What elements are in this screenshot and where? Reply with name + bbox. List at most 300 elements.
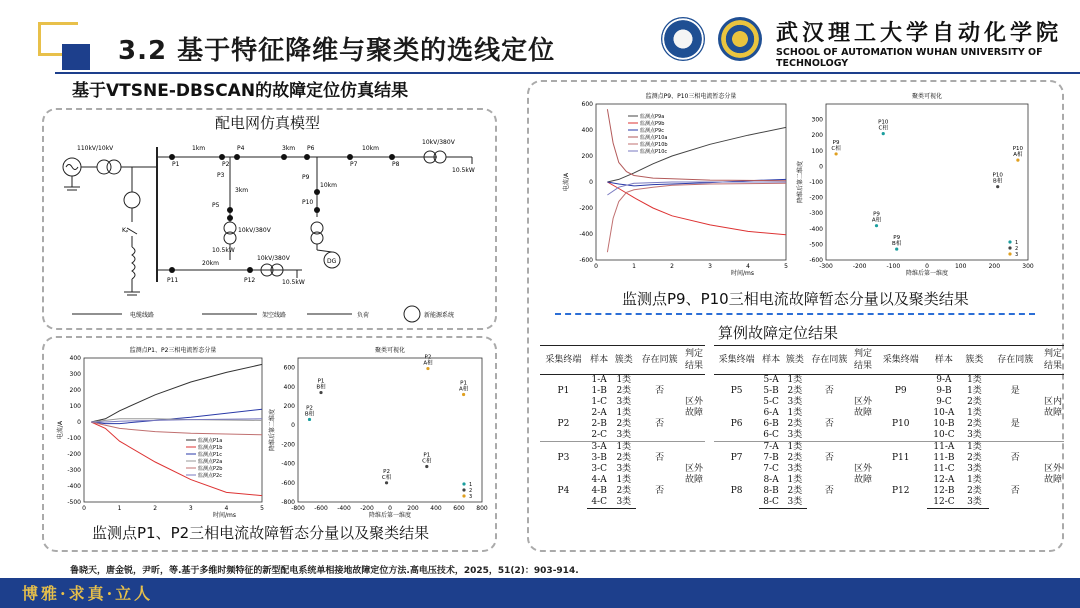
school-name-en: SCHOOL OF AUTOMATION WUHAN UNIVERSITY OF TECHNOLOGY xyxy=(776,47,1043,69)
label-p11: P11 xyxy=(167,277,179,284)
label-d2: 3km xyxy=(282,145,296,152)
sample-cell: 5-A xyxy=(763,375,779,385)
table-row xyxy=(540,408,705,419)
x-tick-label: 0 xyxy=(82,505,86,512)
label-d3: 10km xyxy=(362,145,379,152)
y-axis-label: 降维后第二维度 xyxy=(269,408,276,452)
point-label: C相 xyxy=(831,145,841,152)
x-tick-label: 600 xyxy=(453,505,465,512)
table-header-cell: 簇类 xyxy=(960,346,988,375)
y-tick-label: -400 xyxy=(579,231,593,238)
table-header-cell: 样本 xyxy=(759,346,783,375)
same-cluster-cell: 否 xyxy=(655,419,665,429)
table-row xyxy=(874,408,1064,419)
x-tick-label: 4 xyxy=(746,263,750,270)
cluster-cell: 2类 xyxy=(787,386,803,396)
table-header-cell: 判定结果 xyxy=(852,346,874,375)
x-axis-label: 时间/ms xyxy=(213,512,236,519)
same-cluster-cell: 否 xyxy=(824,419,834,429)
cluster-cell: 2类 xyxy=(616,386,632,396)
cluster-cell: 1类 xyxy=(787,375,803,385)
sample-cell: 6-B xyxy=(763,419,779,429)
y-tick-label: -500 xyxy=(67,499,81,506)
page-title: 3.2 基于特征降维与聚类的选线定位 xyxy=(118,36,556,66)
sample-cell: 6-A xyxy=(763,408,779,418)
sample-cell: 12-C xyxy=(927,497,960,509)
table-header-cell: 判定结果 xyxy=(1042,346,1064,375)
legend-swatch xyxy=(462,494,465,497)
sample-cell: 8-C xyxy=(759,497,783,509)
title-decoration-block xyxy=(62,44,90,70)
distribution-network-diagram xyxy=(52,132,492,328)
legend-entry: 2 xyxy=(469,488,473,494)
cluster-cell: 3类 xyxy=(787,464,803,474)
y-tick-label: -600 xyxy=(281,479,295,487)
scatter-point xyxy=(996,185,999,188)
x-axis-label: 时间/ms xyxy=(731,270,754,277)
sample-cell: 4-B xyxy=(591,486,607,496)
legend-entry: 监测点P10b xyxy=(640,142,668,148)
caption-p1-p2: 监测点P1、P2三相电流故障暂态分量以及聚类结果 xyxy=(92,524,430,542)
sample-cell: 1-C xyxy=(591,397,607,407)
legend-swatch xyxy=(1008,252,1011,255)
y-tick-label: -500 xyxy=(809,241,823,249)
scatter-point xyxy=(426,367,429,370)
y-tick-label: -200 xyxy=(809,194,823,202)
label-p3: P3 xyxy=(217,172,225,179)
label-p2: P2 xyxy=(222,161,230,168)
cluster-cell: 1类 xyxy=(967,386,982,396)
legend-swatch xyxy=(462,488,465,491)
cluster-cell: 2类 xyxy=(787,419,803,429)
x-tick-label: 3 xyxy=(188,505,193,512)
result-cell: 区外故障 xyxy=(683,442,705,509)
x-tick-label: 400 xyxy=(430,505,442,512)
y-tick-label: 300 xyxy=(69,371,81,378)
scatter-point xyxy=(308,418,311,421)
x-tick-label: 5 xyxy=(260,505,264,512)
same-cluster-cell: 是 xyxy=(1010,419,1020,429)
sample-cell: 11-C xyxy=(933,464,955,474)
cluster-cell: 3类 xyxy=(960,497,988,509)
table-row xyxy=(874,475,1064,486)
cluster-cell: 3类 xyxy=(787,430,803,440)
legend-entry: 监测点P1a xyxy=(198,438,223,444)
terminal-cell: P6 xyxy=(730,419,743,429)
label-p1: P1 xyxy=(172,161,180,168)
cluster-cell: 1类 xyxy=(611,442,636,454)
y-tick-label: 600 xyxy=(283,364,295,372)
legend-entry: 监测点P2a xyxy=(198,459,223,465)
x-tick-label: 0 xyxy=(925,263,929,270)
same-cluster-cell: 否 xyxy=(636,442,683,476)
terminal-cell: P1 xyxy=(557,386,570,396)
table-row xyxy=(540,375,705,387)
label-tf4: 10kV/380V xyxy=(257,255,290,262)
label-d5: 10km xyxy=(320,182,337,189)
chart-title: 聚类可视化 xyxy=(374,347,406,354)
same-cluster-cell: 否 xyxy=(655,386,665,396)
y-tick-label: -600 xyxy=(809,257,823,264)
y-tick-label: -400 xyxy=(67,483,81,490)
sample-cell: 10-B xyxy=(933,419,955,429)
chart-title: 监测点P9、P10三相电流暂态分量 xyxy=(645,93,737,100)
x-axis-label: 降维后第一维度 xyxy=(905,270,949,277)
y-tick-label: 200 xyxy=(811,132,823,140)
sample-cell: 7-C xyxy=(763,464,779,474)
x-tick-label: 5 xyxy=(784,263,788,270)
y-tick-label: -300 xyxy=(809,210,823,218)
cluster-cell: 2类 xyxy=(616,486,632,496)
label-kp: Kₚ xyxy=(122,227,129,234)
label-p6: P6 xyxy=(307,145,315,152)
table-row xyxy=(874,442,1064,454)
legend-entry: 监测点P1c xyxy=(198,452,222,458)
sample-cell: 2-C xyxy=(591,430,607,440)
point-label: A相 xyxy=(1013,152,1023,159)
p9-p10-cluster-chart xyxy=(796,92,1036,282)
legend-cable: 电缆线路 xyxy=(130,312,155,319)
cluster-cell: 2类 xyxy=(967,453,982,463)
x-tick-label: 0 xyxy=(594,263,598,270)
same-cluster-cell: 否 xyxy=(1010,486,1020,497)
table-header-cell: 采集终端 xyxy=(714,346,759,375)
table-row xyxy=(714,375,874,387)
y-tick-label: 0 xyxy=(77,419,81,426)
point-label: B相 xyxy=(304,411,315,418)
label-tf2: 10kV/380V xyxy=(422,139,455,146)
label-d1: 1km xyxy=(192,145,206,152)
university-motto: 博雅·求真·立人 xyxy=(22,584,154,603)
x-tick-label: 1 xyxy=(117,505,122,512)
cluster-cell: 3类 xyxy=(787,397,803,407)
legend-swatch xyxy=(1008,240,1011,243)
table-header-cell: 采集终端 xyxy=(540,346,587,375)
point-label: P10 xyxy=(878,119,889,126)
point-label: C相 xyxy=(422,458,432,465)
scatter-point xyxy=(882,132,885,135)
legend-entry: 监测点P9a xyxy=(640,114,665,120)
legend-entry: 2 xyxy=(1015,246,1019,252)
point-label: C相 xyxy=(878,125,888,132)
point-label: A相 xyxy=(423,360,433,367)
cluster-cell: 1类 xyxy=(967,475,982,485)
legend-entry: 监测点P2b xyxy=(198,466,223,472)
y-tick-label: 100 xyxy=(69,403,81,410)
sample-cell: 1-B xyxy=(591,386,607,396)
terminal-cell: P4 xyxy=(557,486,570,497)
table-header-cell: 簇类 xyxy=(783,346,807,375)
x-tick-label: -600 xyxy=(314,505,328,512)
x-tick-label: 3 xyxy=(708,263,712,270)
reference-citation: 鲁晓天，唐金锐，尹昕，等.基于多维时频特征的新型配电系统单相接地故障定位方法.高电压技术，2025，51(2)：903-914. xyxy=(70,566,579,576)
cluster-cell: 1类 xyxy=(967,375,982,385)
y-tick-label: 100 xyxy=(811,147,823,155)
result-cell: 区外故障 xyxy=(853,397,872,418)
label-load2: 10.5kW xyxy=(212,247,235,254)
sample-cell: 3-A xyxy=(587,442,612,454)
result-cell: 区外故障 xyxy=(684,397,703,418)
cluster-cell: 3类 xyxy=(616,464,632,474)
x-tick-label: 2 xyxy=(153,505,158,512)
x-tick-label: 800 xyxy=(476,505,488,512)
terminal-cell: P11 xyxy=(874,442,927,476)
x-axis-label: 降维后第一维度 xyxy=(368,512,412,519)
p9-p10-current-chart xyxy=(562,92,792,282)
footer-bar xyxy=(0,578,1080,608)
label-load1: 10.5kW xyxy=(452,167,475,174)
cluster-cell: 2类 xyxy=(967,486,982,496)
p1-p2-cluster-chart xyxy=(268,344,490,524)
point-label: P1 xyxy=(317,378,325,385)
x-tick-label: -100 xyxy=(886,263,901,270)
legend-swatch xyxy=(462,482,465,485)
sample-cell: 7-B xyxy=(763,453,779,463)
header-rule xyxy=(55,72,1080,74)
label-p10: P10 xyxy=(302,199,314,206)
y-tick-label: 200 xyxy=(69,387,81,394)
table-row xyxy=(874,375,1064,387)
cluster-cell: 3类 xyxy=(611,497,636,509)
same-cluster-cell: 否 xyxy=(989,442,1043,476)
cluster-cell: 3类 xyxy=(616,397,632,407)
section-subtitle: 基于VTSNE-DBSCAN的故障定位仿真结果 xyxy=(72,81,409,101)
dashed-separator xyxy=(555,313,1035,315)
plot-frame xyxy=(84,358,262,502)
y-tick-label: -800 xyxy=(281,499,295,506)
label-d4: 3km xyxy=(235,187,249,194)
point-label: P1 xyxy=(423,452,431,459)
point-label: P10 xyxy=(1012,146,1024,153)
scatter-point xyxy=(462,393,465,396)
sample-cell: 4-A xyxy=(591,475,607,485)
terminal-cell: P5 xyxy=(730,386,743,396)
point-label: P9 xyxy=(873,211,880,218)
cluster-cell: 1类 xyxy=(787,408,803,418)
point-label: P2 xyxy=(306,405,313,412)
table-header-cell: 存在同簇 xyxy=(636,346,683,375)
result-cell: 区内故障 xyxy=(1043,397,1062,418)
table-row xyxy=(714,442,874,454)
sample-cell: 9-A xyxy=(936,375,952,385)
y-tick-label: 0 xyxy=(589,179,593,186)
sample-cell: 1-A xyxy=(591,375,607,385)
school-name-cn: 武汉理工大学自动化学院 xyxy=(776,21,1063,46)
y-tick-label: -100 xyxy=(67,435,81,442)
legend-swatch xyxy=(1008,246,1011,249)
legend-entry: 监测点P9b xyxy=(640,121,665,127)
y-tick-label: 400 xyxy=(283,383,295,391)
legend-entry: 监测点P1b xyxy=(198,445,223,451)
cluster-cell: 2类 xyxy=(967,397,982,407)
cluster-cell: 1类 xyxy=(616,375,632,385)
table-row xyxy=(714,408,874,419)
y-tick-label: -400 xyxy=(281,460,295,468)
legend-entry: 1 xyxy=(1015,240,1019,246)
sample-cell: 3-B xyxy=(591,453,607,463)
x-tick-label: 200 xyxy=(988,263,1001,270)
y-tick-label: 200 xyxy=(581,153,593,160)
label-tf1: 110kV/10kV xyxy=(77,145,114,152)
scatter-point xyxy=(319,391,322,394)
legend-entry: 监测点P10a xyxy=(640,135,668,141)
label-d6: 20km xyxy=(202,260,219,267)
label-load3: 10.5kW xyxy=(282,279,305,286)
cluster-cell: 2类 xyxy=(616,453,632,463)
legend-entry: 3 xyxy=(469,494,473,500)
label-p4: P4 xyxy=(237,145,245,152)
scatter-point xyxy=(1016,159,1019,162)
table-header-cell: 存在同簇 xyxy=(807,346,852,375)
legend-entry: 监测点P10c xyxy=(640,149,668,155)
label-p5: P5 xyxy=(212,202,220,209)
sample-cell: 9-C xyxy=(936,397,952,407)
sample-cell: 10-C xyxy=(933,430,955,440)
sample-cell: 5-B xyxy=(763,386,779,396)
result-cell: 区外故障 xyxy=(1042,442,1064,509)
university-logo xyxy=(661,17,705,61)
x-tick-label: -400 xyxy=(337,505,351,512)
model-title: 配电网仿真模型 xyxy=(215,114,321,132)
label-dg: DG xyxy=(327,258,337,265)
x-tick-label: -800 xyxy=(291,505,305,512)
cluster-cell: 1类 xyxy=(783,442,807,454)
table-header-cell: 样本 xyxy=(927,346,960,375)
y-tick-label: 600 xyxy=(581,101,593,108)
label-p12: P12 xyxy=(244,277,256,284)
label-p9: P9 xyxy=(302,174,310,181)
sample-cell: 3-C xyxy=(591,464,607,474)
terminal-cell: P9 xyxy=(894,386,907,396)
sample-cell: 7-A xyxy=(759,442,783,454)
cluster-cell: 1类 xyxy=(960,442,988,454)
y-tick-label: -400 xyxy=(809,225,823,233)
terminal-cell: P10 xyxy=(891,419,910,429)
sample-cell: 11-A xyxy=(927,442,960,454)
sample-cell: 12-A xyxy=(933,475,955,485)
sample-cell: 12-B xyxy=(933,486,955,496)
legend-load: 负荷 xyxy=(357,312,370,319)
y-axis-label: 降维后第二维度 xyxy=(797,160,804,204)
y-tick-label: 200 xyxy=(283,403,295,410)
same-cluster-cell: 否 xyxy=(824,386,834,396)
y-tick-label: 400 xyxy=(581,127,593,134)
cluster-cell: 3类 xyxy=(967,464,982,474)
y-tick-label: -600 xyxy=(579,257,593,264)
chart-title: 聚类可视化 xyxy=(911,93,943,100)
label-p8: P8 xyxy=(392,161,400,168)
scatter-point xyxy=(385,481,388,484)
p1-p2-current-chart xyxy=(56,344,268,524)
terminal-cell: P3 xyxy=(540,442,587,476)
table-header-cell: 采集终端 xyxy=(874,346,927,375)
y-tick-label: -300 xyxy=(67,467,81,474)
label-p7: P7 xyxy=(350,161,358,168)
x-tick-label: 4 xyxy=(224,505,229,512)
y-tick-label: 300 xyxy=(811,116,823,124)
table-header-cell: 簇类 xyxy=(611,346,636,375)
terminal-cell: P8 xyxy=(730,486,743,497)
point-label: B相 xyxy=(892,241,902,248)
terminal-cell: P2 xyxy=(557,419,570,429)
table-row xyxy=(540,475,705,486)
x-tick-label: -200 xyxy=(852,263,867,270)
cluster-cell: 2类 xyxy=(967,419,982,429)
series-line xyxy=(607,127,786,182)
same-cluster-cell: 是 xyxy=(1010,386,1020,396)
x-tick-label: 2 xyxy=(670,263,674,270)
point-label: C相 xyxy=(381,474,392,481)
point-label: P2 xyxy=(424,354,432,361)
caption-p9-p10: 监测点P9、P10三相电流故障暂态分量以及聚类结果 xyxy=(622,290,969,308)
cluster-cell: 2类 xyxy=(616,419,632,429)
x-tick-label: 0 xyxy=(388,505,392,512)
x-tick-label: 100 xyxy=(954,263,967,270)
terminal-cell: P12 xyxy=(891,486,910,497)
cluster-cell: 3类 xyxy=(967,430,982,440)
series-line xyxy=(607,183,786,252)
table-title: 算例故障定位结果 xyxy=(718,324,839,342)
legend-entry: 监测点P2c xyxy=(198,473,222,479)
point-label: A相 xyxy=(458,386,469,393)
y-tick-label: 0 xyxy=(291,422,295,430)
sample-cell: 8-B xyxy=(763,486,779,496)
y-axis-label: 电流/A xyxy=(57,420,64,440)
legend-renewable: 新能源系统 xyxy=(424,312,455,319)
cluster-cell: 2类 xyxy=(787,453,803,463)
y-tick-label: -200 xyxy=(281,441,295,449)
result-cell: 区外故障 xyxy=(852,442,874,509)
series-line xyxy=(91,364,262,422)
point-label: P9 xyxy=(893,235,901,242)
table-header-cell: 判定结果 xyxy=(683,346,705,375)
same-cluster-cell: 否 xyxy=(807,442,852,476)
fault-table-p9-p12 xyxy=(874,345,1064,509)
y-axis-label: 电流/A xyxy=(563,172,570,192)
sample-cell: 2-A xyxy=(591,408,607,418)
cluster-cell: 3类 xyxy=(783,497,807,509)
table-row xyxy=(714,475,874,486)
x-tick-label: 1 xyxy=(632,263,636,270)
y-tick-label: -200 xyxy=(579,205,593,212)
label-tf3: 10kV/380V xyxy=(238,227,271,234)
y-tick-label: 0 xyxy=(819,163,823,171)
point-label: P10 xyxy=(992,172,1003,179)
sample-cell: 9-B xyxy=(936,386,952,396)
sample-cell: 2-B xyxy=(591,419,607,429)
point-label: B相 xyxy=(316,384,326,391)
legend-entry: 监测点P9c xyxy=(640,128,664,134)
y-tick-label: -200 xyxy=(67,451,81,458)
sample-cell: 10-A xyxy=(933,408,955,418)
cluster-cell: 3类 xyxy=(616,430,632,440)
x-tick-label: -200 xyxy=(360,505,374,512)
x-tick-label: -300 xyxy=(819,263,833,270)
point-label: P1 xyxy=(460,380,468,387)
cluster-cell: 1类 xyxy=(616,475,632,485)
sample-cell: 8-A xyxy=(763,475,779,485)
table-header-cell: 样本 xyxy=(587,346,612,375)
x-tick-label: 200 xyxy=(407,505,419,512)
scatter-point xyxy=(895,247,898,250)
cluster-cell: 1类 xyxy=(616,408,632,418)
same-cluster-cell: 否 xyxy=(824,486,834,497)
cluster-cell: 1类 xyxy=(787,475,803,485)
point-label: P9 xyxy=(832,139,840,146)
fault-table-p1-p4 xyxy=(540,345,705,509)
cluster-cell: 2类 xyxy=(787,486,803,496)
y-tick-label: -100 xyxy=(809,179,823,186)
